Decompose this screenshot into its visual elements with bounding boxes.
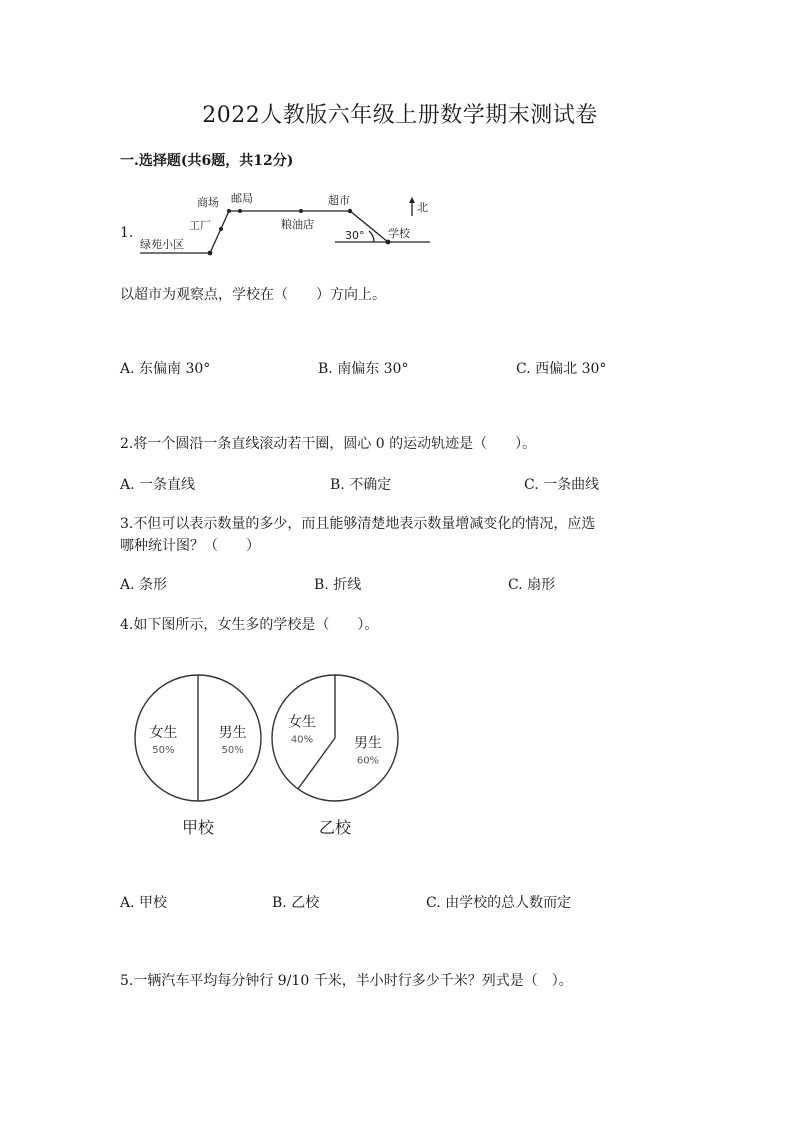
- question-3-line2: 哪种统计图？（ ）: [120, 538, 260, 554]
- map-label-liangyoudian: 粮油店: [281, 218, 314, 231]
- q4-option-c[interactable]: C. 由学校的总人数而定: [426, 895, 572, 911]
- pie-slice-label-1-0: 女生: [288, 714, 317, 731]
- question-1-text: 以超市为观察点，学校在（ ）方向上。: [120, 287, 386, 303]
- map-road-diagonal-left: [210, 211, 229, 253]
- q3-option-b[interactable]: B. 折线: [314, 577, 362, 593]
- pie-slice-value-1-0: 40%: [290, 734, 314, 746]
- map-point-shangchang: [227, 209, 231, 213]
- angle-arc: [369, 231, 374, 242]
- map-diagram: [130, 188, 440, 258]
- pie-slice-value-0-0: 50%: [152, 745, 175, 756]
- map-label-gongchang: 工厂: [189, 219, 211, 232]
- map-label-youju: 邮局: [231, 192, 253, 205]
- q2-option-a[interactable]: A. 一条直线: [120, 477, 196, 493]
- map-point-liangyoudian: [299, 209, 303, 213]
- q1-option-b[interactable]: B. 南偏东 30°: [318, 361, 409, 377]
- pie-charts: [120, 668, 420, 848]
- q1-option-c[interactable]: C. 西偏北 30°: [516, 361, 607, 377]
- q2-option-b[interactable]: B. 不确定: [330, 477, 392, 493]
- q4-option-b[interactable]: B. 乙校: [272, 895, 320, 911]
- map-label-chaoshi: 超市: [328, 194, 350, 207]
- question-3-line1: 3.不但可以表示数量的多少，而且能够清楚地表示数量增减变化的情况，应选: [120, 516, 596, 532]
- pie-slice-value-0-1: 50%: [221, 745, 244, 756]
- map-label-xuexiao: 学校: [388, 227, 410, 240]
- pie-slice-label-1-1: 男生: [353, 735, 382, 752]
- q3-option-a[interactable]: A. 条形: [120, 577, 168, 593]
- pie-slice-label-0-0: 女生: [149, 725, 178, 741]
- q1-option-a[interactable]: A. 东偏南 30°: [120, 361, 211, 377]
- page-title: 2022人教版六年级上册数学期末测试卷: [202, 103, 598, 128]
- map-point-youju: [238, 209, 242, 213]
- question-1-number: 1.: [120, 225, 134, 241]
- question-4-text: 4.如下图所示，女生多的学校是（ ）。: [120, 617, 379, 633]
- map-point-lvyuan: [208, 251, 213, 256]
- map-label-lvyuan: 绿苑小区: [140, 238, 184, 251]
- map-point-gongchang: [219, 227, 223, 231]
- q4-option-a[interactable]: A. 甲校: [120, 895, 168, 911]
- pie-divider-1: [298, 738, 335, 789]
- pie-title-0: 甲校: [181, 818, 215, 837]
- question-2-text: 2.将一个圆沿一条直线滚动若干圈，圆心 0 的运动轨迹是（ ）。: [120, 436, 537, 452]
- map-point-xuexiao: [386, 240, 391, 245]
- north-arrow-icon: [409, 197, 415, 203]
- q2-option-c[interactable]: C. 一条曲线: [524, 477, 600, 493]
- section-heading: 一.选择题(共6题，共12分): [120, 153, 294, 169]
- pie-slice-label-0-1: 男生: [218, 725, 247, 741]
- pie-title-1: 乙校: [318, 818, 352, 837]
- q3-option-c[interactable]: C. 扇形: [508, 577, 556, 593]
- map-label-north: 北: [417, 201, 428, 214]
- map-label-angle: 30°: [345, 229, 365, 242]
- map-label-shangchang: 商场: [197, 196, 219, 209]
- map-point-chaoshi: [348, 209, 352, 213]
- question-5-text: 5.一辆汽车平均每分钟行 9/10 千米，半小时行多少千米？列式是（ ）。: [120, 973, 573, 989]
- pie-slice-value-1-1: 60%: [356, 755, 380, 767]
